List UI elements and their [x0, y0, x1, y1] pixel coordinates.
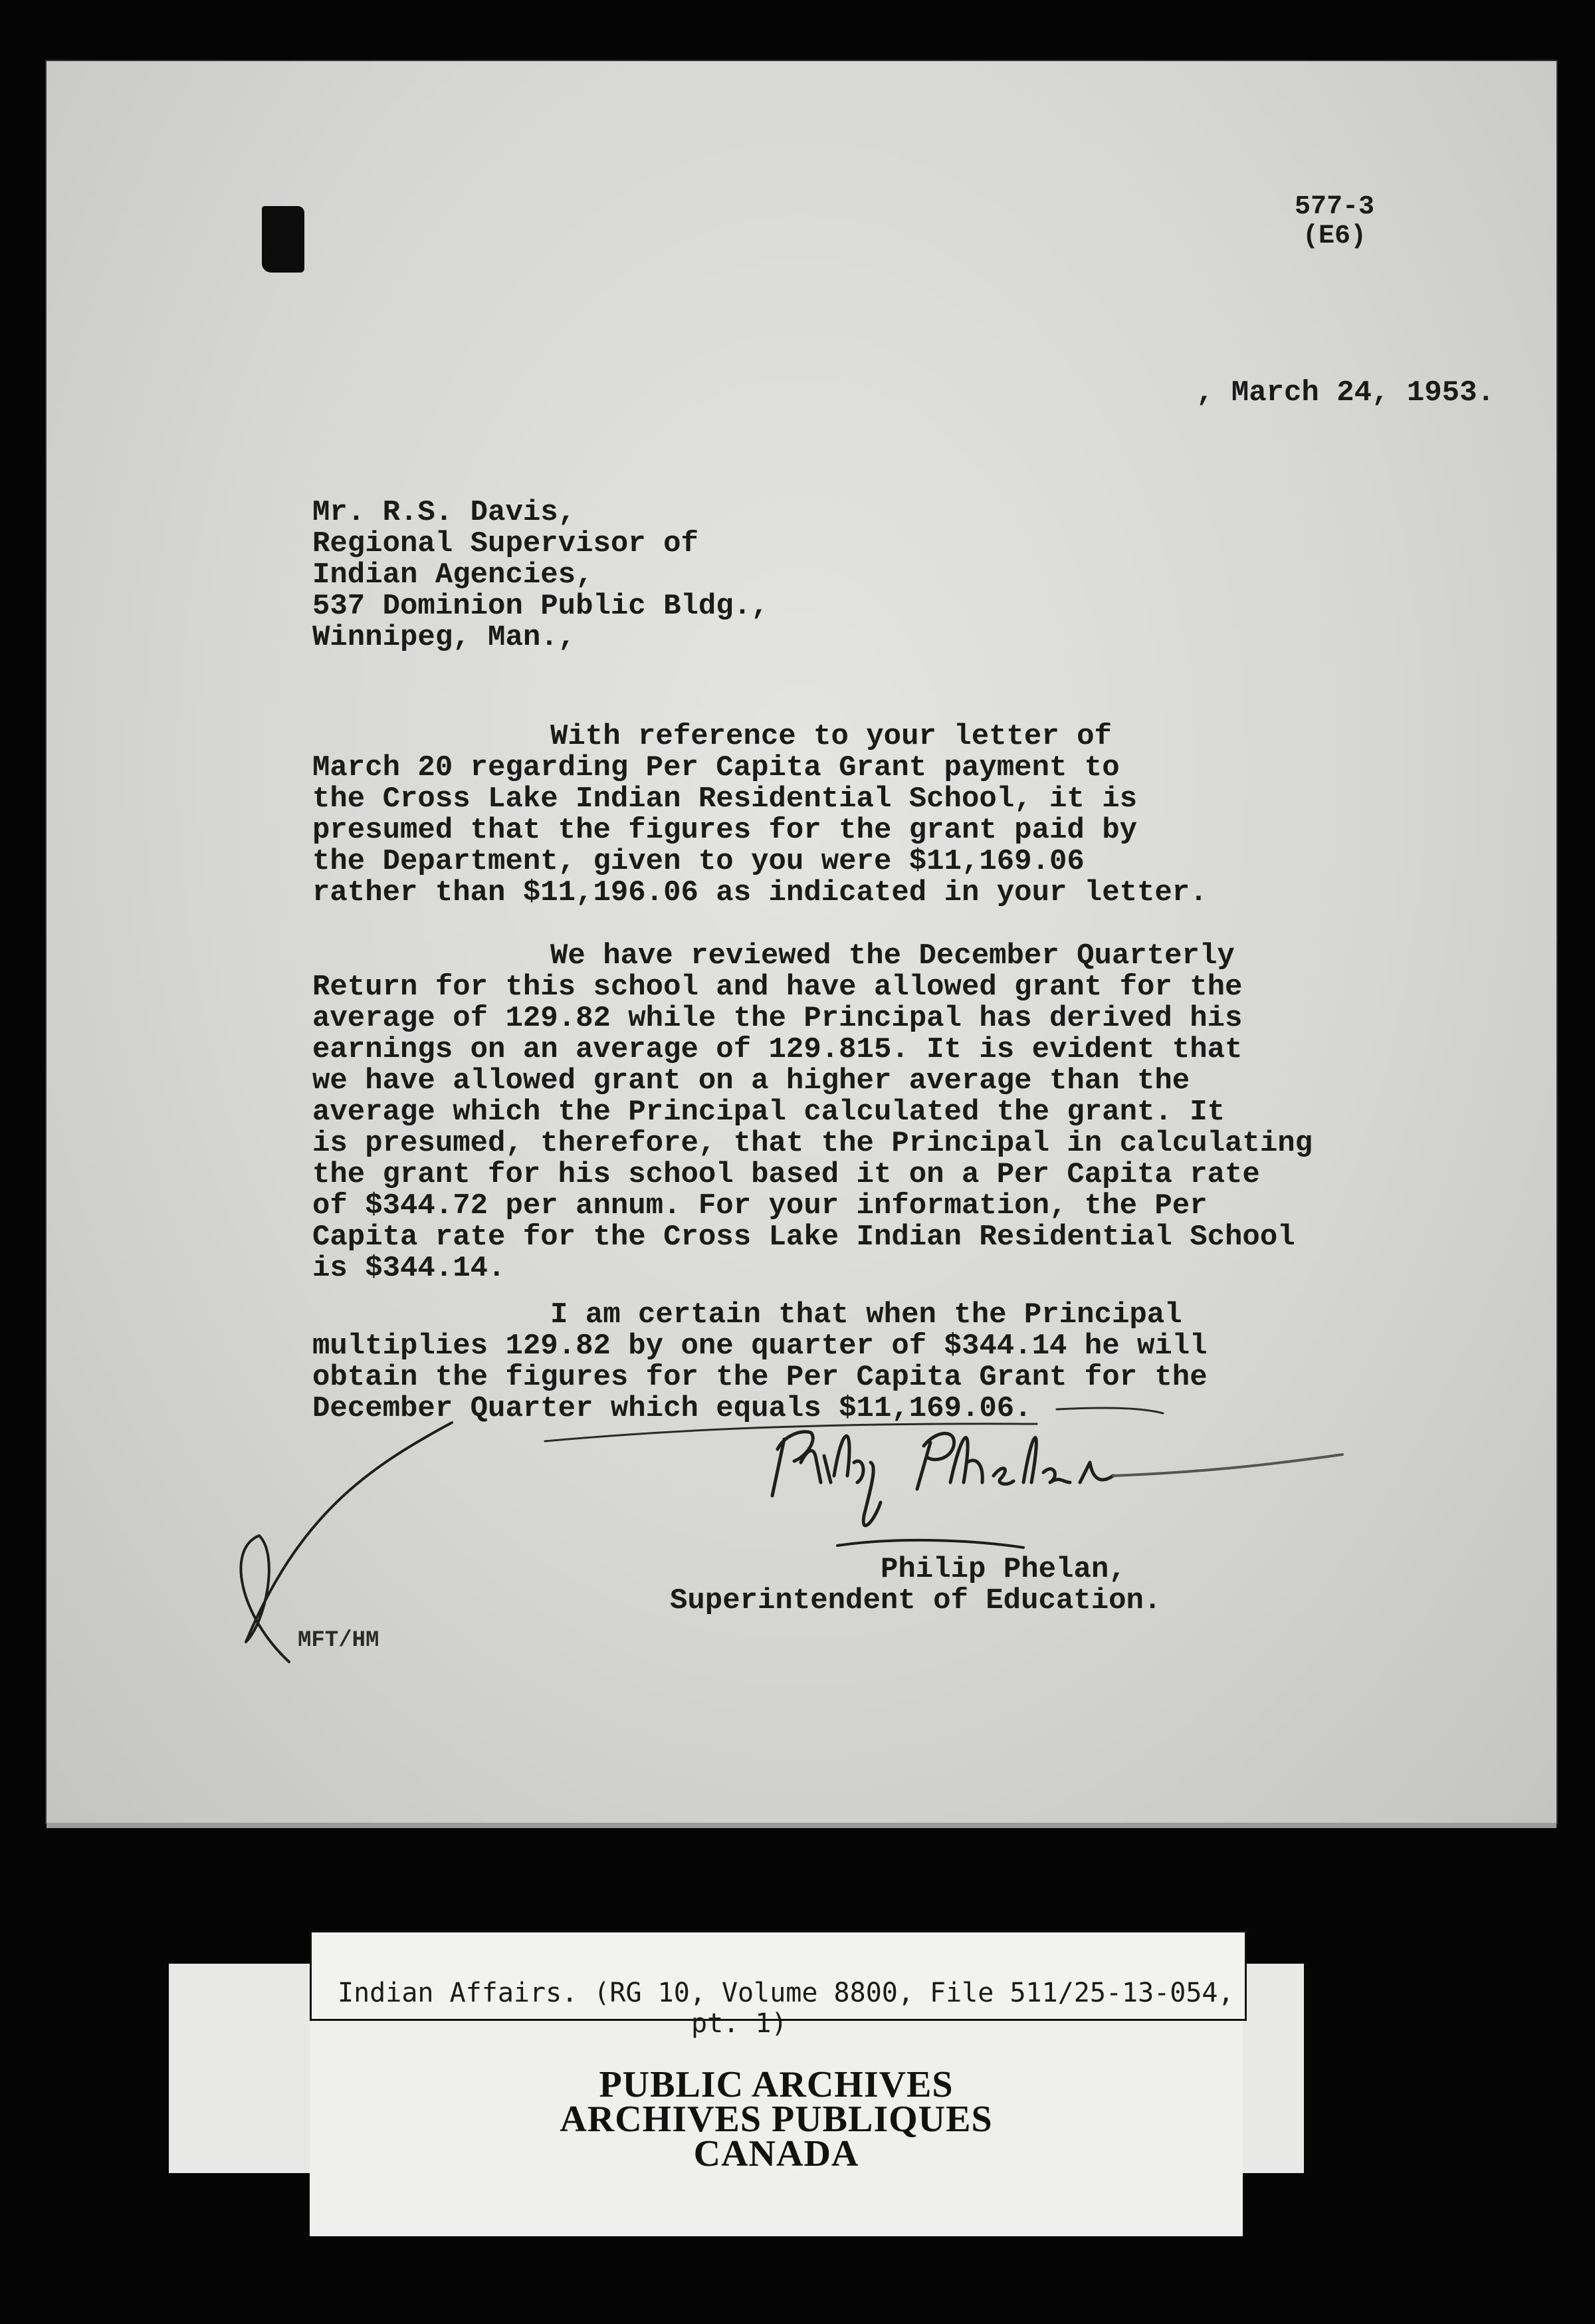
archive-reference-line: pt. 1): [691, 2008, 788, 2039]
stamp-line: CANADA: [693, 2133, 859, 2174]
addressee-line: Indian Agencies,: [312, 558, 593, 592]
addressee-line: Winnipeg, Man.,: [312, 621, 576, 654]
body-line: is presumed, therefore, that the Principal in calculating: [312, 1127, 1313, 1160]
body-line: the Cross Lake Indian Residential School, it is: [312, 782, 1138, 816]
file-reference: [1295, 193, 1374, 251]
paragraph-1: [312, 721, 1208, 909]
stamp-line: ARCHIVES PUBLIQUES: [560, 2099, 993, 2140]
body-line: Return for this school and have allowed grant for the: [312, 971, 1243, 1004]
archive-reference-line: Indian Affairs. (RG 10, Volume 8800, File 511/25-13-054,: [338, 1978, 1234, 2008]
signer-name: Philip Phelan,: [881, 1553, 1126, 1586]
body-line: average which the Principal calculated the grant. It: [312, 1096, 1225, 1129]
body-line: Capita rate for the Cross Lake Indian Residential School: [312, 1220, 1295, 1254]
addressee-block: [312, 497, 769, 653]
body-line: multiplies 129.82 by one quarter of $344.14 he will: [312, 1330, 1208, 1363]
letter-date: , March 24, 1953.: [1196, 376, 1495, 409]
addressee-line: 537 Dominion Public Bldg.,: [312, 590, 769, 623]
paragraph-2: [312, 941, 1313, 1284]
sheet-edge: [47, 1823, 1556, 1828]
body-line: average of 129.82 while the Principal has derived his: [312, 1002, 1243, 1035]
body-line: is $344.14.: [312, 1252, 506, 1285]
body-line: the grant for his school based it on a Per Capita rate: [312, 1158, 1260, 1191]
body-line: presumed that the figures for the grant paid by: [312, 814, 1138, 847]
file-subcode: (E6): [1303, 221, 1367, 251]
body-line: rather than $11,196.06 as indicated in your letter.: [312, 876, 1208, 909]
body-line: of $344.72 per annum. For your information, the Per: [312, 1189, 1208, 1222]
typist-initials: MFT/HM: [298, 1628, 379, 1653]
body-line: March 20 regarding Per Capita Grant payment to: [312, 751, 1120, 784]
redaction-mark: [262, 206, 304, 273]
addressee-line: Regional Supervisor of: [312, 527, 698, 560]
body-line: With reference to your letter of: [550, 720, 1112, 753]
archive-stamp: [310, 2064, 1243, 2174]
body-line: We have reviewed the December Quarterly: [550, 939, 1235, 973]
body-line: I am certain that when the Principal: [550, 1298, 1182, 1332]
body-line: earnings on an average of 129.815. It is evident that: [312, 1033, 1243, 1066]
body-line: we have allowed grant on a higher average than the: [312, 1064, 1190, 1098]
signer-title: Superintendent of Education.: [670, 1584, 1162, 1617]
addressee-line: Mr. R.S. Davis,: [312, 496, 576, 529]
archive-reference: [338, 1978, 1234, 2039]
file-number: 577-3: [1295, 192, 1375, 222]
body-line: the Department, given to you were $11,169.06: [312, 845, 1085, 878]
body-line: obtain the figures for the Per Capita Grant for the: [312, 1361, 1208, 1394]
stamp-line: PUBLIC ARCHIVES: [599, 2064, 954, 2105]
body-line: December Quarter which equals $11,169.06.: [312, 1392, 1032, 1425]
